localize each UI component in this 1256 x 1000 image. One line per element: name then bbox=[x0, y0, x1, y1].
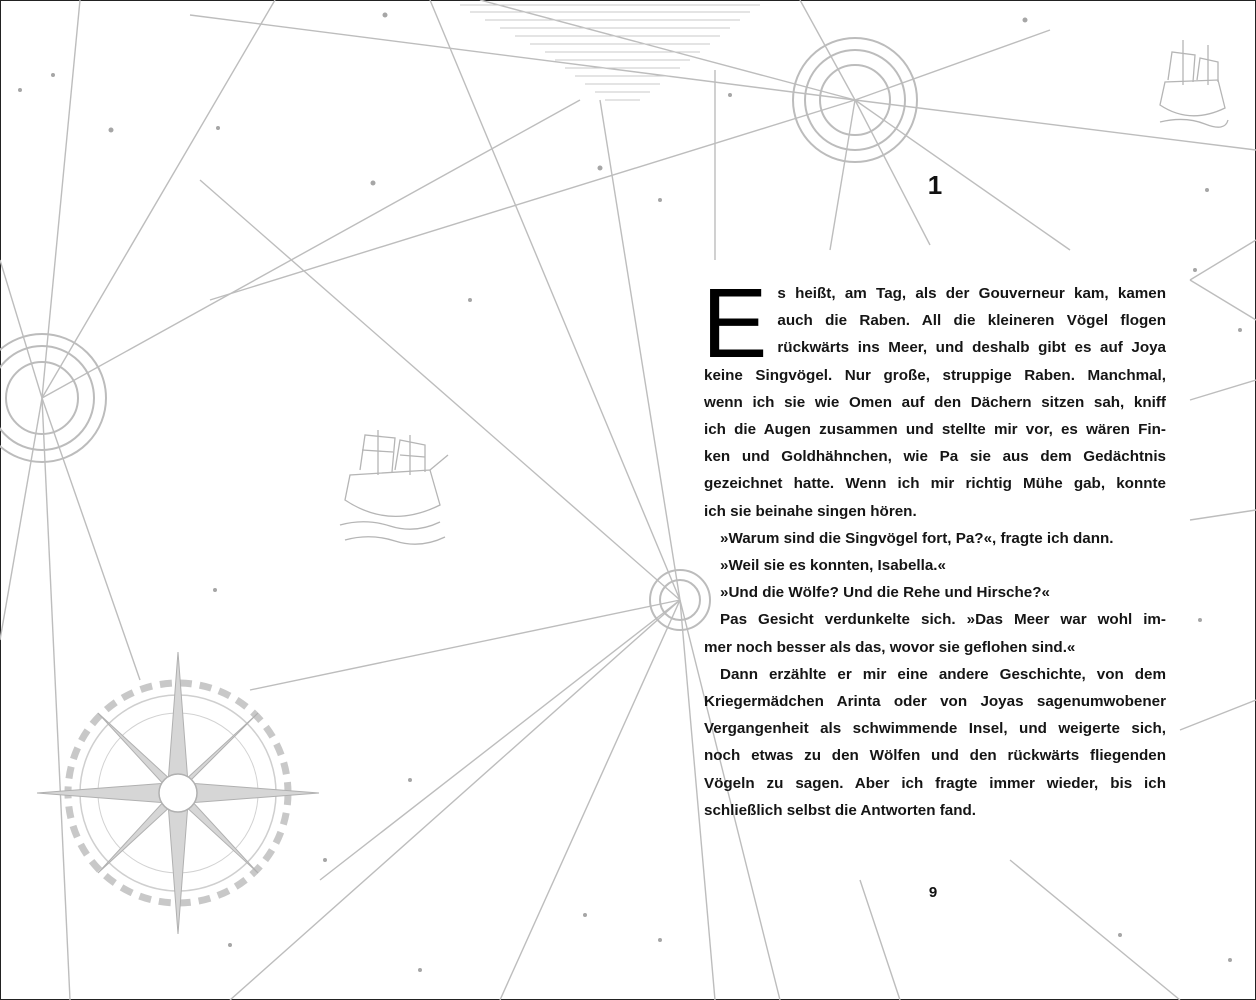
text-line: Kriegermädchen Arinta oder von Joyas sagenumwobener bbox=[704, 693, 1166, 711]
text-line: s heißt, am Tag, als der Gouverneur kam, kamen bbox=[777, 285, 1166, 302]
text-line: gezeichnet hatte. Wenn ich mir richtig Mühe gab, konnte bbox=[704, 475, 1166, 493]
sailing-ship-icon bbox=[1160, 40, 1228, 127]
text-line: »Und die Wölfe? Und die Rehe und Hirsche?« bbox=[720, 584, 1050, 602]
text-line: Pas Gesicht verdunkelte sich. »Das Meer war wohl im- bbox=[720, 611, 1166, 629]
text-line: ich die Augen zusammen und stellte mir vor, es wären Fin- bbox=[704, 421, 1166, 439]
paragraph bbox=[704, 552, 1166, 579]
page-number: 9 bbox=[928, 884, 938, 901]
paragraph bbox=[704, 525, 1166, 552]
paragraph bbox=[702, 268, 1166, 525]
paragraph bbox=[704, 579, 1166, 606]
text-line: keine Singvögel. Nur große, struppige Raben. Manchmal, bbox=[704, 366, 1166, 384]
paragraph bbox=[704, 606, 1166, 660]
text-line: auch die Raben. All die kleineren Vögel flogen bbox=[777, 312, 1166, 330]
text-line: ich sie beinahe singen hören. bbox=[704, 502, 917, 520]
text-line: »Warum sind die Singvögel fort, Pa?«, fragte ich dann. bbox=[720, 529, 1114, 547]
text-line: mer noch besser als das, wovor sie geflohen sind.« bbox=[704, 638, 1076, 656]
compass-rose-icon bbox=[37, 652, 319, 934]
drop-cap: E bbox=[702, 268, 768, 378]
text-line: Dann erzählte er mir eine andere Geschichte, von dem bbox=[720, 665, 1166, 683]
text-line: Vergangenheit als schwimmende Insel, und weigerte sich, bbox=[704, 720, 1166, 738]
text-line: schließlich selbst die Antworten fand. bbox=[704, 801, 977, 819]
text-line: »Weil sie es konnten, Isabella.« bbox=[720, 557, 946, 575]
sailing-ship-icon bbox=[340, 430, 448, 544]
chapter-text bbox=[702, 268, 1166, 824]
paragraphs bbox=[702, 268, 1166, 824]
chapter-number: 1 bbox=[927, 170, 943, 200]
text-line: Vögeln zu sagen. Aber ich fragte immer wieder, bis ich bbox=[704, 774, 1166, 792]
text-line: ken und Goldhähnchen, wie Pa sie aus dem Gedächtnis bbox=[704, 448, 1166, 466]
text-line: rückwärts ins Meer, und deshalb gibt es auf Joya bbox=[777, 339, 1166, 357]
text-line: wenn ich sie wie Omen auf den Dächern sitzen sah, kniff bbox=[704, 393, 1166, 411]
text-line: noch etwas zu den Wölfen und den rückwärts fliegenden bbox=[704, 747, 1166, 765]
paragraph bbox=[704, 661, 1166, 824]
